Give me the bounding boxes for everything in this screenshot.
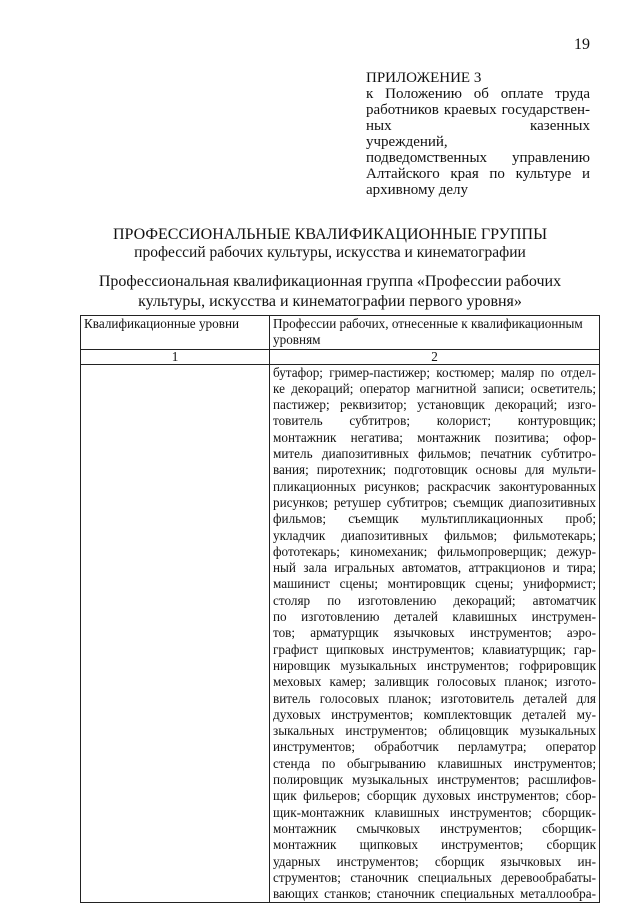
professions-line: товитель субтитров; колорист; контуровщик; xyxy=(273,413,596,429)
appendix-line: Алтайского края по культуре и xyxy=(366,166,590,182)
professions-line: духовых инструментов; комплектовщик деталей му- xyxy=(273,706,596,722)
appendix-line: подведомственных управлению xyxy=(366,150,590,166)
professions-line: полировщик музыкальных инструментов; расшлифов- xyxy=(273,772,596,788)
professions-line: монтажник негатива; монтажник позитива; офор- xyxy=(273,429,596,445)
professions-line: щик фильеров; сборщик духовых инструментов; сбор- xyxy=(273,788,596,804)
professions-line: столяр по изготовлению декораций; автоматчик xyxy=(273,592,596,608)
professions-line: митель диапозитивных фильмов; печатник субтитро- xyxy=(273,446,596,462)
heading-title: ПРОФЕССИОНАЛЬНЫЕ КВАЛИФИКАЦИОННЫЕ ГРУППЫ xyxy=(112,226,548,243)
appendix-line: архивному делу xyxy=(366,182,469,198)
professions-line: монтажник щипковых инструментов; сборщик xyxy=(273,837,596,853)
professions-line: пастижер; реквизитор; установщик декораций; изго- xyxy=(273,397,596,413)
professions-line: пликационных рисунков; раскрасчик законтурованных xyxy=(273,478,596,494)
page-number: 19 xyxy=(574,36,590,53)
appendix-line: к Положению об оплате труда xyxy=(366,86,590,102)
professions-line: стенда по обыгрыванию клавишных инструментов; xyxy=(273,755,596,771)
heading-subtitle: профессий рабочих культуры, искусства и кинематографии xyxy=(134,244,526,261)
group-title-line: Профессиональная квалификационная группа «Профессии рабочих xyxy=(98,273,562,290)
group-title xyxy=(60,272,600,312)
professions-line: вающих станков; станочник специальных металлообра- xyxy=(273,886,596,902)
column-header-professions: Профессии рабочих, отнесенные к квалификационным уровням xyxy=(270,316,600,350)
professions-line: струментов; станочник специальных деревообрабаты- xyxy=(273,869,596,885)
appendix-title: ПРИЛОЖЕНИЕ 3 xyxy=(366,70,482,86)
column-number: 2 xyxy=(270,349,600,364)
professions-line: зыкальных инструментов; облицовщик музыкальных xyxy=(273,723,596,739)
professions-line: фототекарь; киномеханик; фильмопроверщик; дежур- xyxy=(273,543,596,559)
qualification-level-cell xyxy=(81,364,270,903)
professions-line: рисунков; ретушер субтитров; съемщик диапозитивных xyxy=(273,494,596,510)
professions-line: графист щипковых инструментов; клавиатурщик; гар- xyxy=(273,641,596,657)
professions-line: фильмов; съемщик мультипликационных проб; xyxy=(273,511,596,527)
professions-line: витель голосовых планок; изготовитель деталей для xyxy=(273,690,596,706)
professions-line: тов; арматурщик язычковых инструментов; аэро- xyxy=(273,625,596,641)
professions-line: нировщик музыкальных инструментов; гофрировщик xyxy=(273,657,596,673)
qualification-table xyxy=(80,315,600,903)
column-header-levels: Квалификационные уровни xyxy=(81,316,270,350)
professions-line: укладчик диапозитивных фильмов; фильмотекарь; xyxy=(273,527,596,543)
professions-line: вания; пиротехник; подготовщик основы для мульти- xyxy=(273,462,596,478)
appendix-block xyxy=(366,70,590,198)
professions-cell xyxy=(270,364,600,903)
professions-line: инструментов; обработчик перламутра; оператор xyxy=(273,739,596,755)
professions-line: по изготовлению деталей клавишных инструмен- xyxy=(273,609,596,625)
column-number-row xyxy=(81,349,600,364)
professions-line: бутафор; гример-пастижер; костюмер; маляр по отдел- xyxy=(273,364,596,380)
professions-line: щик-монтажник клавишных инструментов; сборщик- xyxy=(273,804,596,820)
document-heading xyxy=(60,226,600,262)
column-number: 1 xyxy=(81,349,270,364)
professions-line: меховых камер; заливщик голосовых планок; изгото- xyxy=(273,674,596,690)
professions-line: ный зала игральных автоматов, аттракционов и тира; xyxy=(273,560,596,576)
appendix-line: ных казенных учреждений, xyxy=(366,118,590,150)
table-header-row xyxy=(81,316,600,350)
group-title-line: культуры, искусства и кинематографии первого уровня» xyxy=(138,293,522,310)
professions-line: ке декораций; оператор магнитной записи; осветитель; xyxy=(273,380,596,396)
appendix-line: работников краевых государствен- xyxy=(366,102,590,118)
professions-line: машинист сцены; монтировщик сцены; униформист; xyxy=(273,576,596,592)
professions-line: ударных инструментов; сборщик язычковых ин- xyxy=(273,853,596,869)
table-row xyxy=(81,364,600,903)
professions-line: монтажник смычковых инструментов; сборщик- xyxy=(273,820,596,836)
